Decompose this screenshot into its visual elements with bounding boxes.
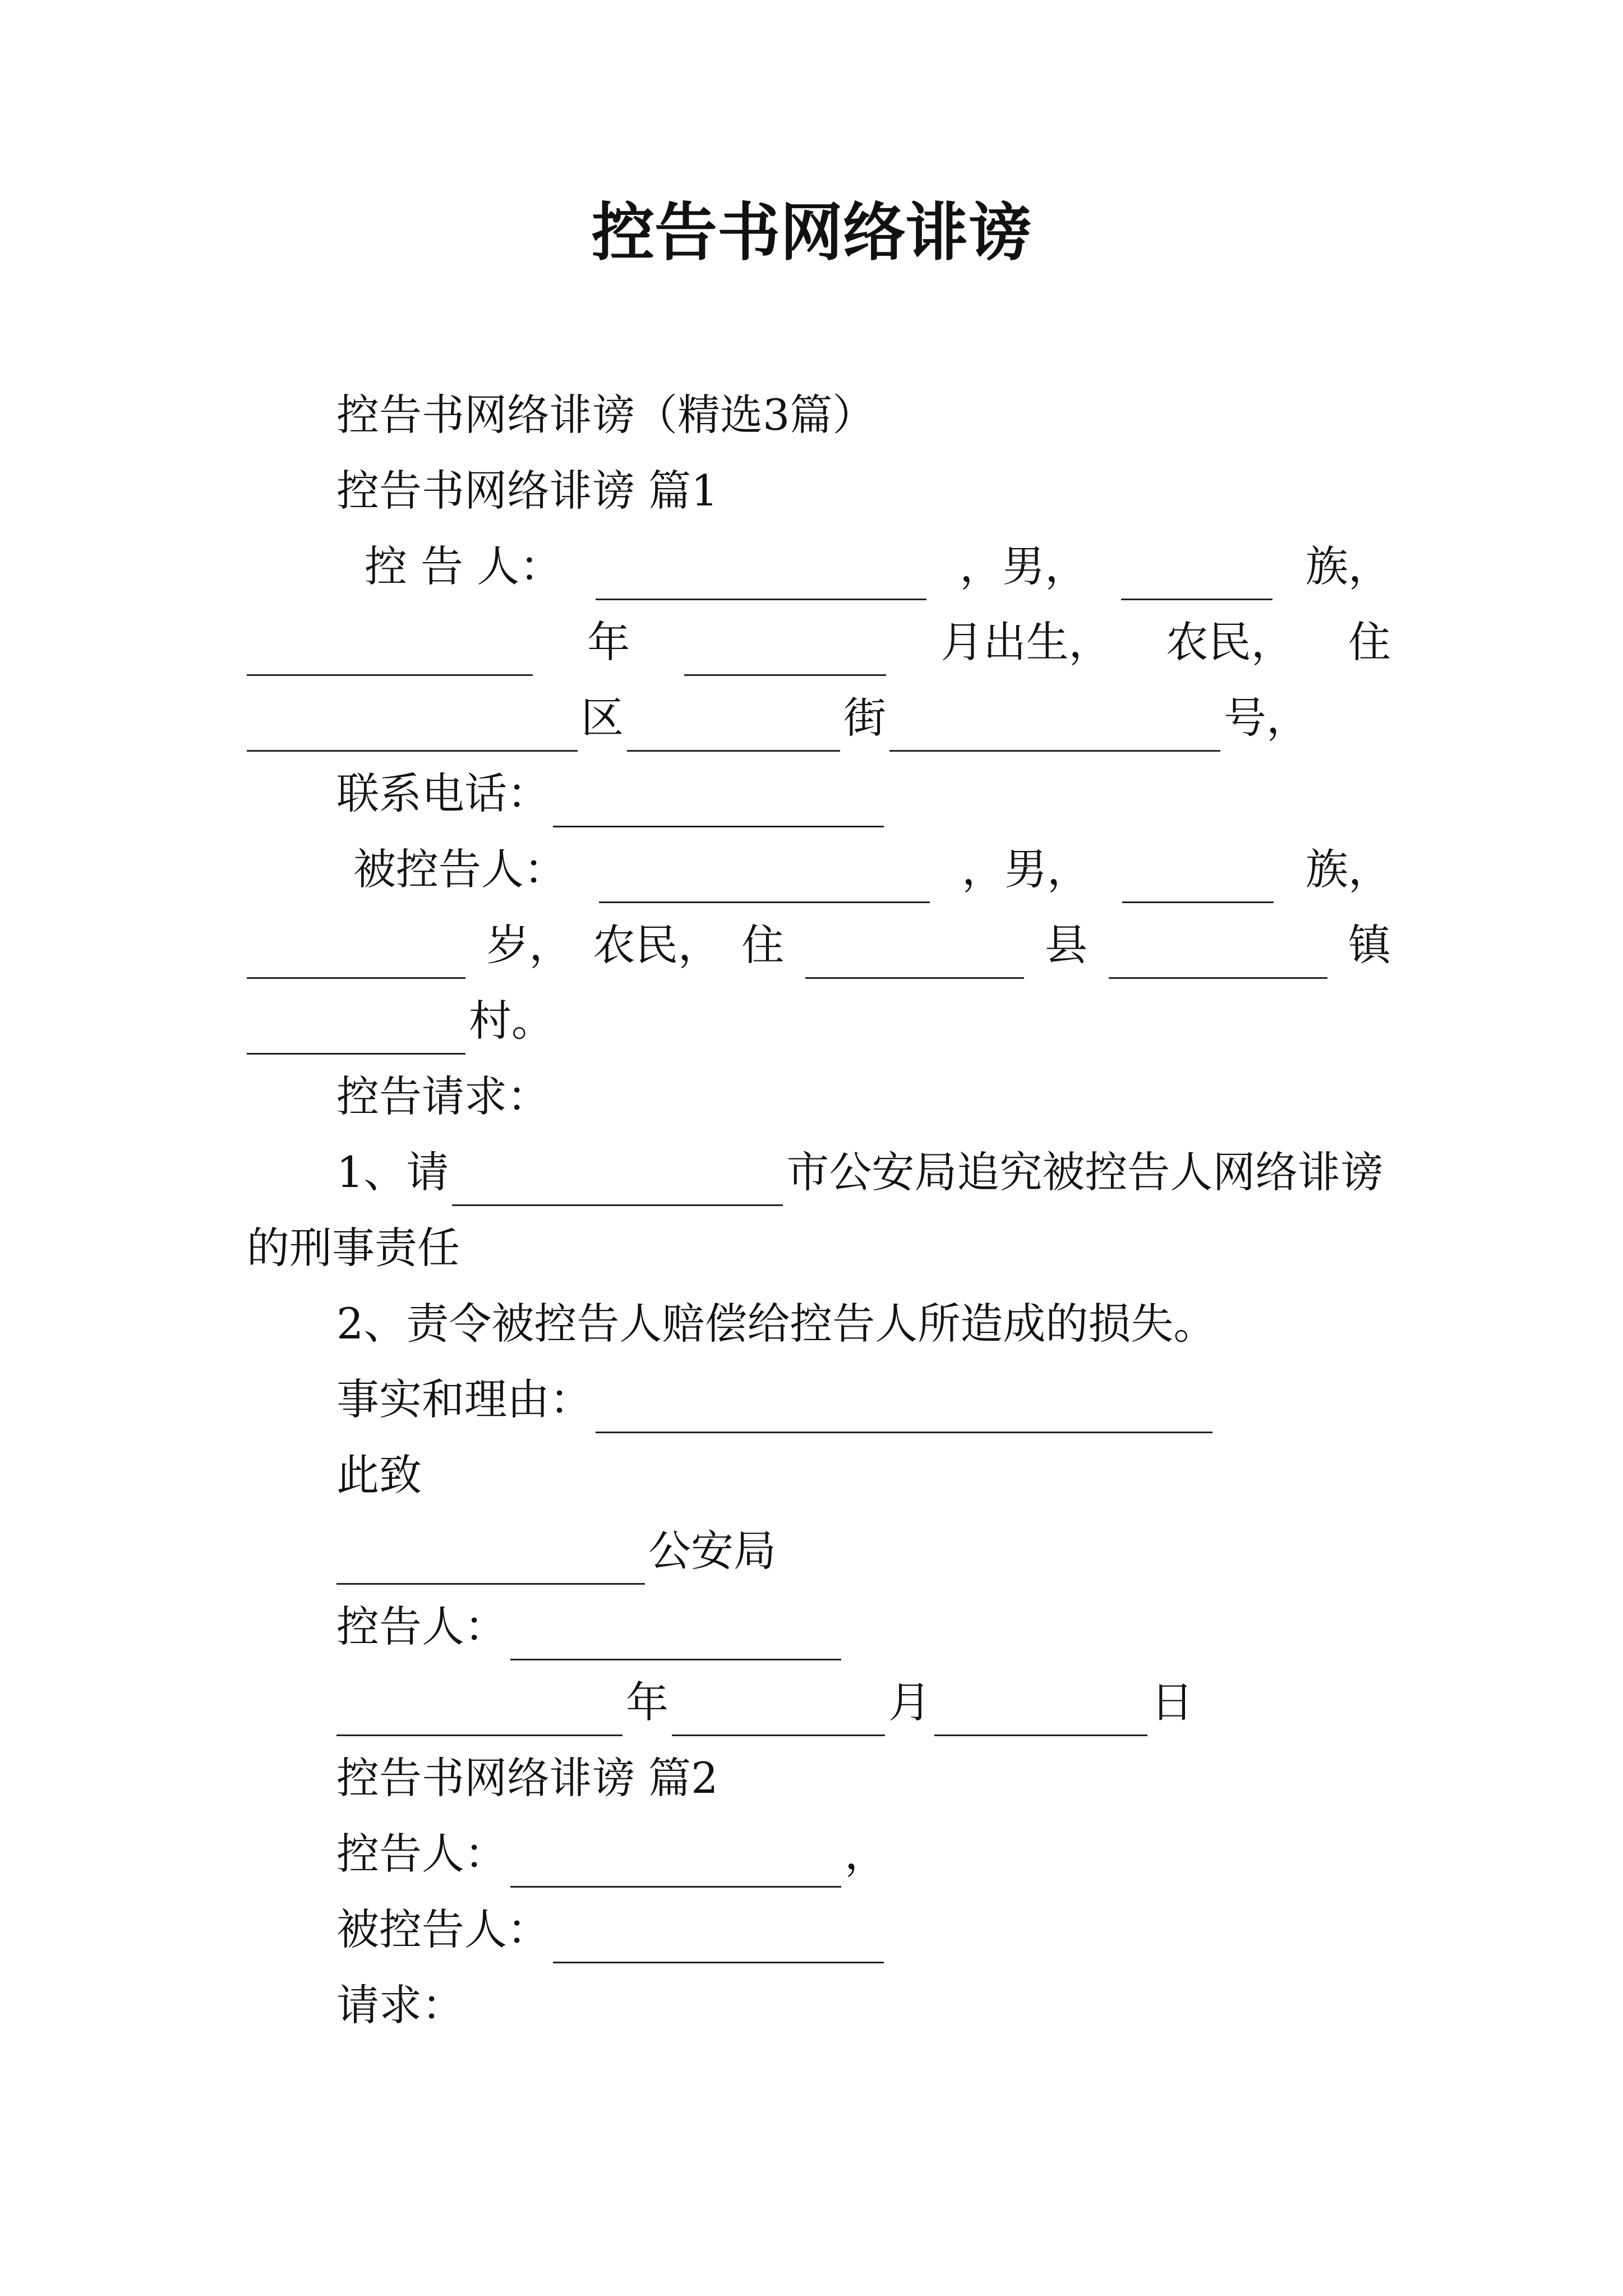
- date-day-label: 日: [1151, 1677, 1193, 1727]
- article2-complainant-blank: [510, 1838, 841, 1888]
- defendant-ethnic-blank: [1122, 853, 1274, 903]
- date-day-blank: [934, 1686, 1147, 1736]
- complainant-line2: [247, 609, 1391, 676]
- complainant-male: ，男，: [960, 541, 1088, 591]
- request-label: 控告请求：: [336, 1071, 550, 1121]
- date-year-blank: [336, 1686, 623, 1736]
- age-blank: [247, 929, 465, 979]
- complainant-ethnic: 族，: [1305, 541, 1391, 591]
- phone-label: 联系电话：: [336, 769, 550, 818]
- district-label: 区: [581, 693, 624, 743]
- defendant-ethnic: 族，: [1306, 844, 1391, 894]
- bureau-label: 公安局: [648, 1526, 776, 1576]
- street-label: 街: [843, 693, 886, 743]
- defendant-line3: [247, 987, 1391, 1055]
- birth-year-label: 年: [587, 617, 630, 667]
- county-blank: [805, 929, 1024, 979]
- document-title: 控告书网络诽谤: [592, 196, 1031, 269]
- town-label: 镇: [1348, 920, 1391, 970]
- article2-complainant-end: ，: [845, 1829, 887, 1879]
- bureau-blank: [336, 1535, 645, 1585]
- defendant-line1: [247, 836, 1391, 903]
- request1-continuation: 的刑事责任: [247, 1223, 460, 1273]
- complainant-ethnic-blank: [1121, 550, 1272, 600]
- village-blank: [247, 1005, 465, 1055]
- number-label: 号，: [1224, 693, 1309, 743]
- request2: 2、责令被控告人赔偿给控告人所造成的损失。: [336, 1299, 1216, 1349]
- article2-complainant-line: [247, 1820, 1391, 1888]
- defendant-line2: [247, 912, 1391, 979]
- facts-blank: [596, 1383, 1212, 1433]
- subtitle: 控告书网络诽谤（精选3篇）: [336, 390, 875, 440]
- county-label: 县: [1045, 920, 1088, 970]
- village-label: 村。: [469, 996, 554, 1046]
- signer-blank: [510, 1611, 841, 1660]
- request1-start: 1、请: [336, 1147, 449, 1197]
- signer-line: [247, 1593, 1391, 1660]
- defendant-occupation: 农民，: [592, 920, 721, 970]
- defendant-male: ，男，: [962, 844, 1090, 894]
- residence-label: 住: [1348, 617, 1391, 667]
- defendant-name-blank: [599, 853, 930, 903]
- signer-label: 控告人：: [336, 1602, 507, 1651]
- street-blank: [627, 702, 840, 752]
- birth-month-blank: [684, 626, 886, 676]
- article2-heading: 控告书网络诽谤 篇2: [336, 1753, 718, 1803]
- number-blank: [889, 702, 1220, 752]
- phone-blank: [553, 777, 884, 827]
- town-blank: [1109, 929, 1327, 979]
- defendant-label: 被控告人：: [353, 844, 566, 894]
- salutation: 此致: [336, 1450, 422, 1500]
- article1-heading: 控告书网络诽谤 篇1: [336, 466, 718, 516]
- district-blank: [247, 702, 578, 752]
- date-month-blank: [672, 1686, 885, 1736]
- birth-month-label: 月出生，: [940, 617, 1112, 667]
- complainant-label: 控 告 人：: [365, 541, 562, 591]
- article2-complainant-label: 控告人：: [336, 1829, 507, 1879]
- defendant-residence: 住: [741, 920, 785, 970]
- complainant-line3: [247, 684, 1391, 752]
- age-label: 岁，: [486, 920, 572, 970]
- article2-defendant-label: 被控告人：: [336, 1904, 550, 1954]
- facts-line: [247, 1366, 1391, 1433]
- request1-end: 市公安局追究被控告人网络诽谤: [786, 1147, 1384, 1197]
- article2-defendant-blank: [553, 1913, 884, 1963]
- bureau-line: [247, 1517, 1391, 1585]
- date-year-label: 年: [626, 1677, 668, 1727]
- article2-request-label: 请求：: [336, 1980, 464, 2030]
- request1-line: [247, 1139, 1391, 1206]
- complainant-line1: [247, 533, 1391, 600]
- date-line: [247, 1669, 1391, 1736]
- phone-line: [247, 760, 1391, 827]
- city-blank: [452, 1156, 783, 1206]
- complainant-name-blank: [596, 550, 926, 600]
- date-month-label: 月: [888, 1677, 931, 1727]
- facts-label: 事实和理由：: [336, 1374, 592, 1424]
- occupation-label: 农民，: [1165, 617, 1294, 667]
- birth-year-blank: [247, 626, 533, 676]
- article2-defendant-line: [247, 1896, 1391, 1963]
